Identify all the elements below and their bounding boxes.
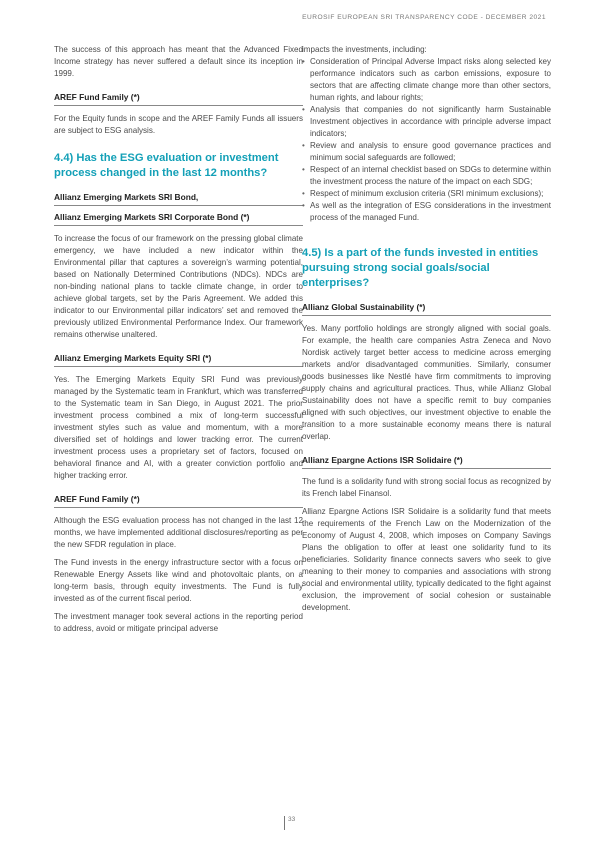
list-item: • Respect of an internal checklist based on SDGs to determine within the investment process the nature of the impact on each SDG; (302, 164, 551, 188)
paragraph-global: Yes. Many portfolio holdings are strongly aligned with social goals. For example, the health care companies Astra Zeneca and Novo Nordisk actively target better access to medicine across emerging markets and/or disadvantaged communities. Similarly, consumer goods businesses like Nestlé have firm commitments to improving supply chains and agricultural practices. Thus, while Allianz Global Sustainability does not have a specific remit to buy companies aligned with such objectives, our investment objective to enable the transition to a more sustainable economy means there is natural overlap. (302, 324, 551, 441)
subheading-em-equity-sri: Allianz Emerging Markets Equity SRI (*) (54, 347, 303, 367)
paragraph-aref-2a: Although the ESG evaluation process has not changed in the last 12 months, we have implemented additional disclosures/reporting as per the new SFDR regulation in place. (54, 516, 303, 549)
paragraph-continued: impacts the investments, including: (302, 45, 427, 54)
subheading-epargne-solidaire: Allianz Epargne Actions ISR Solidaire (*) (302, 449, 551, 469)
subheading-em-sri-corporate-bond: Allianz Emerging Markets SRI Corporate Bond (*) (54, 206, 303, 226)
list-item: • As well as the integration of ESG considerations in the investment process of the managed Fund. (302, 200, 551, 224)
paragraph-epargne-1: The fund is a solidarity fund with strong social focus as recognized by its French label Finansol. (302, 477, 551, 498)
left-column (54, 44, 303, 641)
section-heading-4-5: 4.5) Is a part of the funds invested in entities pursuing strong social goals/social enterprises? (302, 247, 539, 289)
subheading-aref-fund-family: AREF Fund Family (*) (54, 86, 303, 106)
list-item: • Consideration of Principal Adverse Impact risks along selected key performance indicators such as carbon emissions, exposure to sectors that are affecting climate change more than other sectors, human rights, and labour rights; (302, 56, 551, 104)
paragraph-equity: Yes. The Emerging Markets Equity SRI Fund was previously managed by the Systematic team in Frankfurt, which was transferred to the Systematic team in San Diego, in August 2021. The prior investment process combined a mix of long-term successful investment styles such as value and momentum, with a more diversified set of holdings and lower tracking error. The current investment process uses a proprietary set of factors, focused on behavioral finance and AI, with a greater conviction portfolio and higher tracking error. (54, 375, 303, 480)
subheading-global-sustainability: Allianz Global Sustainability (*) (302, 301, 551, 316)
right-column (302, 44, 551, 620)
paragraph-intro: The success of this approach has meant that the Advanced Fixed Income strategy has never suffered a default since its inception in 1999. (54, 45, 303, 78)
impact-actions-list (302, 56, 551, 224)
list-item: • Analysis that companies do not significantly harm Sustainable Investment objectives in accordance with principle adverse impact indicators; (302, 104, 551, 140)
paragraph-aref-2b: The Fund invests in the energy infrastructure sector with a focus on Renewable Energy Assets like wind and photovoltaic plants, on a long-term basis, through equity investments. The Fund is fully invested as of the current fiscal period. (54, 558, 303, 603)
subheading-aref-fund-family-2: AREF Fund Family (*) (54, 488, 303, 508)
paragraph-epargne-2: Allianz Epargne Actions ISR Solidaire is a solidarity fund that meets the requirements of the French Law on the Modernization of the Economy of August 4, 2008, which imposes on Company Savings Plans the obligation to offer at least one solidarity fund to its beneficiaries. Solidarity finance connects savers who seek to give meaning to their money to companies and associations with strong social and environmental utility, typically dedicated to the fight against exclusion, the improvement of social cohesion or sustainable development. (302, 507, 551, 612)
list-item: • Respect of minimum exclusion criteria (SRI minimum exclusions); (302, 188, 551, 200)
list-item: • Review and analysis to ensure good governance practices and minimum social safeguards are followed; (302, 140, 551, 164)
subheading-em-sri-bond: Allianz Emerging Markets SRI Bond, (54, 191, 303, 206)
document-header: EUROSIF EUROPEAN SRI TRANSPARENCY CODE - DECEMBER 2021 (302, 14, 546, 21)
paragraph-aref-2c: The investment manager took several actions in the reporting period to address, avoid or mitigate principal adverse (54, 612, 303, 633)
paragraph-bond: To increase the focus of our framework on the pressing global climate emergency, we have included a new indicator within the Environmental pillar that captures a sovereign’s warming potential, based on Nationally Determined Contributions (NDCs). NDCs are non-binding national plans to tackle climate change, in order to achieve global targets, set by the Paris Agreement. We added this indicator to our Environmental pillar indicators’ set and removed the previously utilized Environmental Performance Index. Our framework remains otherwise unaltered. (54, 234, 303, 339)
section-heading-4-4: 4.4) Has the ESG evaluation or investment process changed in the last 12 months? (54, 152, 279, 179)
paragraph-aref-1: For the Equity funds in scope and the AREF Family Funds all issuers are subject to ESG analysis. (54, 114, 303, 135)
page-number: 33 (284, 816, 295, 830)
